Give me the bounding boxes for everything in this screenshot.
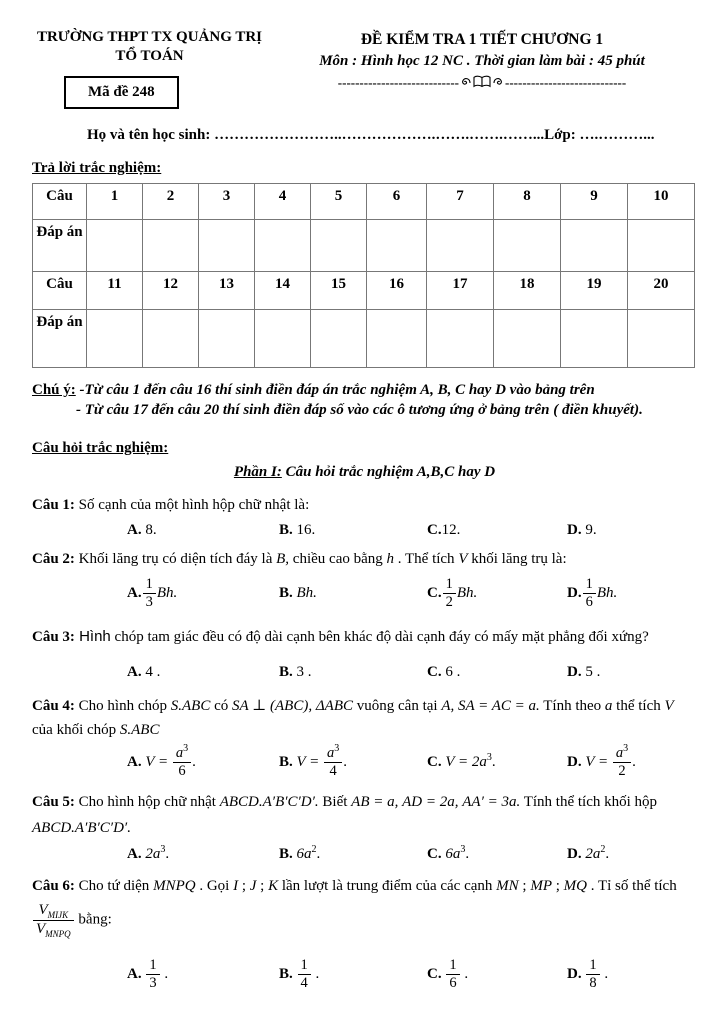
math-expr: AA′ = 3a. [462, 793, 521, 810]
ornament-dashes-right: ---------------------------- [505, 74, 627, 90]
math-var: S.ABC [170, 697, 211, 714]
question-number: 11 [87, 272, 143, 310]
question-5 [32, 792, 697, 865]
question-text-segment: bằng: [74, 912, 112, 929]
student-name-line [87, 126, 697, 146]
question-text-segment: Cho tứ diện [74, 877, 154, 894]
fraction: $\frac{1}{4}$ [298, 958, 311, 991]
answer-cell [311, 220, 367, 272]
math-var: K [268, 877, 279, 894]
question-number: 2 [143, 184, 199, 220]
table-row-cau-1-10 [33, 184, 695, 220]
answer-cell [494, 220, 561, 272]
question-number: 17 [427, 272, 494, 310]
option-a: A. V = $\frac{a^3}{6}$ . [127, 743, 196, 780]
question-text-segment: Cho hình chóp [74, 697, 171, 714]
option-c: C. $\frac{1}{2}$ Bh. [427, 576, 478, 611]
fraction: $\frac{1}{2}$ [443, 577, 456, 610]
question-text-segment: Tính thể tích khối hộp [520, 793, 658, 810]
question-text-segment: Hình [74, 628, 111, 646]
math-var: S.ABC [119, 722, 160, 739]
fraction: $\frac{a^3}{4}$ [324, 746, 342, 779]
ratio-expression [32, 901, 697, 940]
answer-cell [628, 220, 695, 272]
answer-table [32, 183, 695, 368]
ornament-divider [267, 75, 697, 90]
option-b: B. $6a^2$. [279, 844, 321, 863]
question-number: 4 [255, 184, 311, 220]
option-a: A. $2a^3$. [127, 844, 170, 863]
option-d: D. 9. [567, 521, 597, 538]
question-label: Câu 4: [32, 697, 75, 714]
option-c: C. $6a^3$. [427, 844, 470, 863]
math-expr: SA ⊥ (ABC), [232, 697, 313, 714]
fraction: $\frac{1}{6}$ [446, 958, 459, 991]
table-row-cau-11-20 [33, 272, 695, 310]
option-c: C. 6 . [427, 664, 461, 681]
question-text-segment: thể tích [612, 697, 665, 714]
question-label: Câu 2: [32, 551, 75, 568]
superscript: 3 [334, 743, 340, 755]
exam-title: ĐỀ KIỂM TRA 1 TIẾT CHƯƠNG 1 [360, 31, 604, 48]
row-header-cau: Câu [33, 184, 87, 220]
subscript: MIJK [47, 910, 69, 921]
option-b: B. 3 . [279, 664, 312, 681]
answer-cell [199, 220, 255, 272]
math-var: V [458, 551, 468, 568]
row-header-dapan: Đáp án [33, 310, 87, 368]
option-b: B. 16. [279, 521, 316, 538]
question-text-segment: Cho hình hộp chữ nhật [74, 793, 220, 810]
table-row-dapan-1-10 [33, 220, 695, 272]
answer-cell [628, 310, 695, 368]
question-text-segment: của khối chóp [32, 722, 120, 739]
option-a: A. 8. [127, 521, 157, 538]
part-text: Câu hỏi trắc nghiệm A,B,C hay D [281, 463, 496, 480]
answer-cell [427, 220, 494, 272]
question-number: 9 [561, 184, 628, 220]
superscript: 2 [311, 844, 317, 856]
fraction: $\frac{1}{3}$ [143, 577, 156, 610]
table-row-dapan-11-20 [33, 310, 695, 368]
answer-cell [367, 220, 427, 272]
header [32, 28, 697, 109]
option-c: C.12. [427, 521, 461, 538]
answer-cell [255, 220, 311, 272]
math-var: MP [530, 877, 552, 894]
math-var: MQ [563, 877, 587, 894]
question-text-segment: vuông cân tại [353, 697, 442, 714]
question-text-segment: Biết [318, 793, 352, 810]
header-right-block [267, 28, 697, 109]
question-text-segment: có [210, 697, 233, 714]
question-number: 3 [199, 184, 255, 220]
class-dots: ….………... [579, 127, 655, 143]
option-d: D. $\frac{1}{6}$ Bh. [567, 576, 618, 611]
part-title [32, 463, 697, 483]
question-text-segment: . Tỉ số thể tích [587, 877, 677, 894]
question-number: 12 [143, 272, 199, 310]
answer-cell [87, 220, 143, 272]
superscript: 3 [160, 844, 166, 856]
math-var: V [664, 697, 674, 714]
row-header-dapan: Đáp án [33, 220, 87, 272]
question-number: 16 [367, 272, 427, 310]
question-2 [32, 549, 697, 612]
option-a: A. $\frac{1}{3}$ . [127, 956, 169, 992]
fraction: $\frac{V_{MIJK}}{V_{MNPQ}}$ [33, 903, 74, 938]
fraction: $\frac{a^3}{2}$ [613, 746, 631, 779]
ornament-dashes-left: ---------------------------- [337, 74, 459, 90]
question-number: 10 [628, 184, 695, 220]
question-1 [32, 495, 697, 540]
option-c: C. $V = 2a^3$. [427, 752, 496, 771]
option-d: D. V = $\frac{a^3}{2}$ . [567, 743, 636, 780]
question-4 [32, 696, 697, 782]
note-line2: - Từ câu 17 đến câu 20 thí sinh điền đáp số vào các ô tương ứng ở bảng trên ( điền khuyết). [76, 401, 643, 418]
answer-cell [561, 220, 628, 272]
answer-cell [494, 310, 561, 368]
question-number: 13 [199, 272, 255, 310]
question-number: 6 [367, 184, 427, 220]
student-name-dots: ……………………..……………….…….…….……... [214, 127, 545, 143]
question-text-segment: Tính theo [539, 697, 605, 714]
subscript: MNPQ [45, 929, 71, 940]
part-label: Phần I: [233, 463, 282, 480]
answer-cell [561, 310, 628, 368]
math-expr: AD = 2a, [402, 793, 459, 810]
question-number: 19 [561, 272, 628, 310]
option-b: B. $\frac{1}{4}$ . [279, 956, 320, 992]
fraction: $\frac{a^3}{6}$ [173, 746, 191, 779]
math-expr: AB = a, [351, 793, 399, 810]
question-label: Câu 5: [32, 793, 75, 810]
question-number: 7 [427, 184, 494, 220]
question-text: Số cạnh của một hình hộp chữ nhật là: [74, 497, 310, 513]
class-label: Lớp: [544, 127, 580, 143]
math-expr: SA = AC = a. [457, 697, 540, 714]
question-label: Câu 1: [32, 497, 75, 513]
department-name: TỔ TOÁN [115, 47, 184, 64]
question-text-segment: Khối lăng trụ có diện tích đáy là [74, 551, 277, 568]
math-var: A, [441, 697, 455, 714]
option-b: B. V = $\frac{a^3}{4}$ . [279, 743, 348, 780]
math-var: J [249, 877, 257, 894]
open-book-ornament-icon [460, 75, 504, 90]
question-text-segment: lần lượt là trung điểm của các cạnh [278, 877, 497, 894]
question-label: Câu 3: [32, 629, 75, 646]
math-var: B, [276, 551, 290, 568]
fraction: $\frac{1}{8}$ [586, 958, 599, 991]
option-c: C. $\frac{1}{6}$ . [427, 956, 469, 992]
row-header-cau: Câu [33, 272, 87, 310]
question-6: Câu 6: Cho tứ diện MNPQ . Gọi I ; J ; K lần lượt là trung điểm của các cạnh MN ; MP ; MQ . Tỉ số thể tích $\frac{V_{MIJK}}{V_{MNPQ}}$ bằng: A. $\frac{1}{3}$ . B. $\frac{1}{4}$ . C. $\frac{1}{6}$ . D. $\frac{1}{8}$ . [32, 876, 697, 994]
question-text-segment: chiều cao bằng [289, 551, 387, 568]
math-var: ABCD.A′B′C′D′. [32, 820, 131, 837]
option-a: A. $\frac{1}{3}$ Bh. [127, 576, 178, 611]
header-left-block [32, 28, 267, 109]
option-d: D. $2a^2$. [567, 844, 610, 863]
question-text-segment: khối lăng trụ là: [467, 551, 567, 568]
math-expr: ΔABC [315, 697, 353, 714]
question-3 [32, 626, 697, 682]
math-var: I [233, 877, 239, 894]
option-b: B. Bh. [279, 584, 317, 601]
question-number: 15 [311, 272, 367, 310]
superscript: 3 [460, 844, 466, 856]
answer-section-title: Trả lời trắc nghiệm: [32, 159, 162, 176]
answer-cell [311, 310, 367, 368]
fraction: $\frac{1}{6}$ [583, 577, 596, 610]
question-number: 5 [311, 184, 367, 220]
superscript: 3 [623, 743, 629, 755]
exam-code: Mã đề 248 [88, 83, 155, 100]
question-number: 1 [87, 184, 143, 220]
question-number: 20 [628, 272, 695, 310]
student-name-label: Họ và tên học sinh: [87, 127, 215, 143]
school-name: TRƯỜNG THPT TX QUẢNG TRỊ [36, 29, 263, 45]
exam-code-box [64, 76, 179, 110]
superscript: 3 [486, 752, 492, 764]
question-text-segment: . Thể tích [394, 551, 459, 568]
option-d: D. 5 . [567, 664, 601, 681]
math-var: MN [496, 877, 519, 894]
math-var: ABCD.A′B′C′D′. [219, 793, 319, 810]
question-number: 8 [494, 184, 561, 220]
note-block [32, 381, 697, 420]
math-var: a [604, 697, 613, 714]
math-var: MNPQ [153, 877, 196, 894]
question-number: 14 [255, 272, 311, 310]
answer-cell [427, 310, 494, 368]
question-text-segment: chóp tam giác đều có độ dài cạnh bên khác độ dài cạnh đáy có mấy mặt phẳng đối xứng? [110, 629, 649, 646]
option-d: D. $\frac{1}{8}$ . [567, 956, 609, 992]
note-label: Chú ý: [32, 382, 76, 398]
answer-cell [143, 310, 199, 368]
question-label: Câu 6: [32, 877, 75, 894]
answer-cell [199, 310, 255, 368]
superscript: 3 [183, 743, 189, 755]
answer-cell [255, 310, 311, 368]
answer-cell [87, 310, 143, 368]
answer-cell [143, 220, 199, 272]
quiz-section-title: Câu hỏi trắc nghiệm: [32, 440, 169, 456]
answer-cell [367, 310, 427, 368]
fraction: $\frac{1}{3}$ [146, 958, 159, 991]
exam-subtitle: Môn : Hình học 12 NC . Thời gian làm bài : 45 phút [319, 53, 645, 70]
question-number: 18 [494, 272, 561, 310]
option-a: A. 4 . [127, 664, 161, 681]
math-var: h [386, 551, 395, 568]
superscript: 2 [600, 844, 606, 856]
note-line1: -Từ câu 1 đến câu 16 thí sinh điền đáp án trắc nghiệm A, B, C hay D vào bảng trên [75, 382, 595, 398]
